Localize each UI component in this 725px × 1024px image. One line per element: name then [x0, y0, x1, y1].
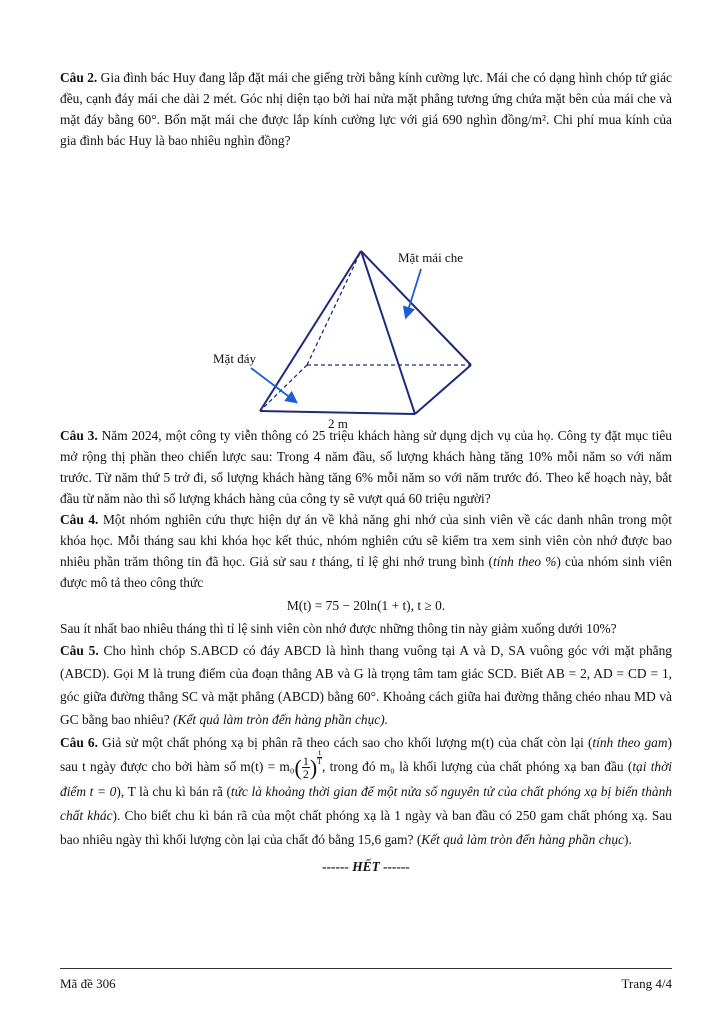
question-4-question: Sau ít nhất bao nhiêu tháng thì tỉ lệ sinh viên còn nhớ được những thông tin này giảm xuống dưới 10%? [60, 621, 617, 636]
question-6-text-b: ) sau t ngày được cho bởi hàm số m(t) = m₀ [60, 735, 672, 774]
question-6-label: Câu 6. [60, 735, 98, 750]
half-fraction [302, 755, 310, 780]
base-edge-right [415, 365, 471, 414]
question-6-text-c: , trong đó m₀ là khối lượng của chất phóng xạ ban đầu ( [322, 759, 633, 774]
question-4-var-t: t [311, 554, 316, 569]
question-4 [60, 509, 672, 593]
question-4-text-a: Một nhóm nghiên cứu thực hiện dự án về khả năng ghi nhớ của sinh viên về các danh nhân trong một khóa học. Mỗi tháng sau khi khóa học kết thúc, nhóm nghiên cứu sẽ kiểm tra xem sinh viên còn nhớ được bao nhiêu phần trăm thông tin đã học. Giả sử sau [60, 512, 672, 569]
question-4-formula: M(t) = 75 − 20ln(1 + t), t ≥ 0. [286, 598, 446, 613]
exam-page [60, 67, 672, 877]
question-2-text: Gia đình bác Huy đang lắp đặt mái che giếng trời bằng kính cường lực. Mái che có dạng hình chóp tứ giác đều, cạnh đáy mái che dài 2 mét. Góc nhị diện tạo bởi hai nửa mặt phẳng tương ứng chứa mặt bên của mái che và mặt đáy bằng 60°. Bốn mặt mái che được lắp kính cường lực với giá 690 nghìn đồng/m². Chi phí mua kính của gia đình bác Huy là bao nhiêu nghìn đồng? [60, 70, 672, 148]
question-2 [60, 67, 672, 151]
lateral-edge-right [361, 251, 471, 365]
question-6-text-d: ), T là chu kì bán rã ( [116, 784, 231, 800]
question-6-text-a: Giả sử một chất phóng xạ bị phân rã theo cách sao cho khối lượng m(t) của chất còn lại ( [102, 735, 593, 750]
question-6-text-c-italic: tại thời điểm t = 0 [60, 759, 672, 800]
question-4-text-c: ) của nhóm sinh viên được mô tả theo công thức [60, 554, 672, 590]
base-label: Mặt đáy [213, 351, 256, 366]
half-denominator: 2 [302, 767, 309, 782]
question-5-text: Cho hình chóp S.ABCD có đáy ABCD là hình thang vuông tại A và D, SA vuông góc với mặt phẳng (ABCD). Gọi M là trung điểm của đoạn thẳng AB và G là trọng tâm tam giác SCD. Biết AB = 2, AD = CD = 1, góc giữa đường thẳng SC và mặt phẳng (ABCD) bằng 60°. Khoảng cách giữa hai đường thẳng chéo nhau MD và GC bằng bao nhiêu? [60, 643, 672, 727]
exponent-numerator: t [318, 748, 321, 757]
question-3-label: Câu 3. [60, 428, 98, 443]
question-6-text-a-italic: tính theo gam [592, 735, 668, 750]
question-6 [60, 731, 672, 852]
page-footer [60, 968, 672, 994]
lateral-edge-front [361, 251, 415, 414]
edge-length-label: 2 m [328, 416, 348, 431]
question-6-text-e: ). Cho biết chu kì bán rã của một chất phóng xạ là 1 ngày và ban đầu có 250 gam chất phóng xạ. Sau bao nhiêu ngày thì khối lượng còn lại của chất đó bằng 15,6 gam? ( [60, 808, 672, 848]
question-4-text-b-italic: tính theo % [493, 554, 557, 569]
question-5-label: Câu 5. [60, 643, 99, 658]
right-paren: ) [309, 754, 318, 780]
question-2-label: Câu 2. [60, 70, 98, 85]
question-6-text-e-italic: Kết quả làm tròn đến hàng phần chục [421, 832, 624, 848]
hidden-lateral-edge [307, 251, 361, 365]
roof-label: Mặt mái che [398, 250, 463, 265]
question-3-text: Năm 2024, một công ty viễn thông có 25 triệu khách hàng sử dụng dịch vụ của họ. Công ty đặt mục tiêu mở rộng thị phần theo chiến lược sau: Trong 4 năm đầu, số lượng khách hàng tăng 10% mỗi năm so với năm trước. Từ năm thứ 5 trở đi, số lượng khách hàng tăng 6% mỗi năm so với năm trước đó. Theo kế hoạch này, bắt đầu từ năm nào thì số lượng khách hàng của công ty sẽ vượt quá 60 triệu người? [60, 428, 672, 506]
question-5-note: (Kết quả làm tròn đến hàng phần chục). [173, 712, 389, 727]
question-3 [60, 425, 672, 509]
question-6-text-d-italic: tức là khoảng thời gian để một nửa số nguyên tử của chất phóng xạ bị biến thành chất khác [60, 784, 673, 824]
exam-code: Mã đề 306 [60, 976, 116, 991]
page-number: Trang 4/4 [621, 976, 672, 991]
question-4-text-b: tháng, tỉ lệ ghi nhớ trung bình ( [315, 554, 494, 569]
question-6-text-f: ). [624, 832, 632, 848]
pyramid-drawing [60, 151, 672, 421]
left-paren: ( [294, 754, 302, 780]
end-mark: ------ HẾT ------ [322, 859, 410, 875]
base-arrow [251, 368, 296, 402]
half-numerator: 1 [302, 754, 309, 769]
pyramid-figure [60, 151, 672, 431]
question-4-label: Câu 4. [60, 512, 99, 527]
exponent-denominator: T [317, 757, 323, 766]
question-5 [60, 639, 672, 731]
